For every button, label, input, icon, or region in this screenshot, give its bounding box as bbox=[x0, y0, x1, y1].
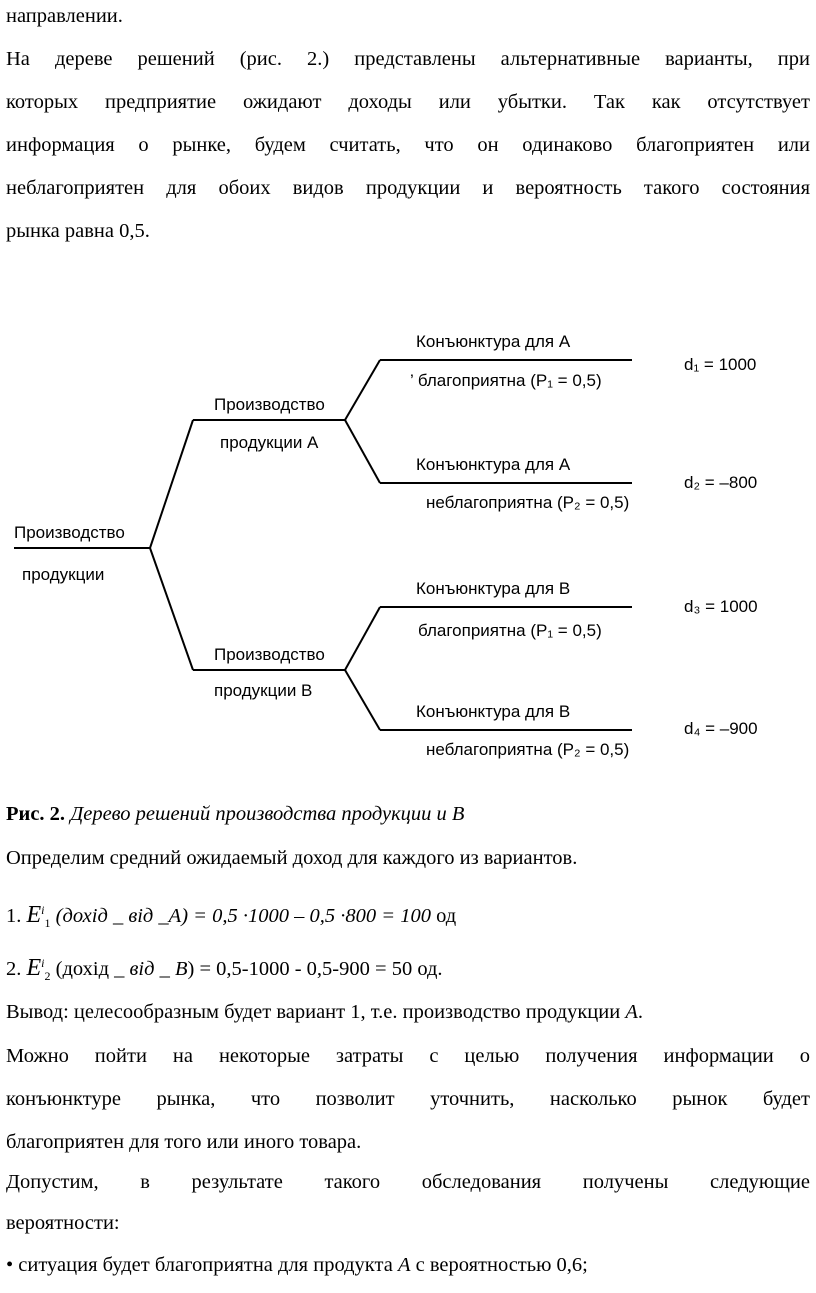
leaf3-label-line2: благоприятна (P₁ = 0,5) bbox=[418, 621, 602, 640]
formula-2-underscore: _ bbox=[159, 957, 170, 980]
text-line-p3-2: вероятности: bbox=[6, 1212, 120, 1234]
outcome-d4: d₄ = –900 bbox=[684, 719, 758, 738]
formula-1 bbox=[6, 898, 456, 935]
formula-2-post: ) = 0,5-1000 - 0,5-900 = 50 од. bbox=[187, 957, 443, 980]
branch-b-leaf3 bbox=[345, 607, 380, 670]
formula-2 bbox=[6, 951, 443, 988]
conclusion-text: Вывод: целесообразным будет вариант 1, т.е. производство продукции bbox=[6, 1001, 621, 1023]
text-line-p2-2: конъюнктуре рынка, что позволит уточнить, насколько рынок будет bbox=[6, 1088, 810, 1110]
branch-a-leaf1 bbox=[345, 360, 380, 420]
root-label-line2: продукции bbox=[22, 565, 105, 584]
outcome-d3: d₃ = 1000 bbox=[684, 597, 758, 616]
text-line-p2-1: Можно пойти на некоторые затраты с целью получения информации о bbox=[6, 1045, 810, 1067]
branch-b-leaf4 bbox=[345, 670, 380, 730]
leaf1-label-line2: ’ благоприятна (P₁ = 0,5) bbox=[410, 371, 602, 390]
bullet-product: А bbox=[397, 1254, 411, 1276]
leaf2-label-line1: Конъюнктура для А bbox=[416, 455, 571, 474]
text-line-0: направлении. bbox=[6, 5, 123, 27]
leaf4-label-line2: неблагоприятна (P₂ = 0,5) bbox=[426, 740, 630, 759]
formula-1-symbol: E bbox=[26, 901, 42, 928]
caption-text: Дерево решений производства продукции и В bbox=[70, 803, 465, 825]
conclusion-line bbox=[6, 1000, 810, 1024]
node-b-label-line1: Производство bbox=[214, 645, 325, 664]
root-label-line1: Производство bbox=[14, 523, 125, 542]
outcome-d1: d₁ = 1000 bbox=[684, 355, 757, 374]
decision-tree-figure bbox=[0, 300, 816, 780]
branch-a-leaf2 bbox=[345, 420, 380, 483]
formula-1-expression: (дохід _ від _А) = 0,5 ·1000 – 0,5 ·800 = 100 bbox=[55, 904, 431, 927]
formula-1-sub: 1 bbox=[44, 915, 51, 930]
formula-2-mid: від bbox=[129, 957, 155, 980]
formula-1-unit: од bbox=[436, 904, 457, 927]
conclusion-product: А bbox=[625, 1001, 638, 1023]
formula-2-pre: (дохід _ bbox=[55, 957, 125, 980]
text-line-3: информация о рынке, будем считать, что он одинаково благоприятен или bbox=[6, 134, 810, 156]
text-line-p2-3: благоприятен для того или иного товара. bbox=[6, 1131, 362, 1153]
outcome-d2: d₂ = –800 bbox=[684, 473, 758, 492]
bullet-item-1 bbox=[6, 1253, 810, 1277]
text-line-1: На дереве решений (рис. 2.) представлены альтернативные варианты, при bbox=[6, 48, 810, 70]
tree-lines bbox=[14, 360, 632, 730]
formula-2-number: 2. bbox=[6, 957, 22, 980]
text-line-5: рынка равна 0,5. bbox=[6, 220, 150, 242]
text-line-4: неблагоприятен для обоих видов продукции и вероятность такого состояния bbox=[6, 177, 810, 199]
figure-caption bbox=[6, 802, 810, 826]
formula-2-b: В bbox=[174, 957, 188, 980]
bullet-text-end: с вероятностью 0,6; bbox=[415, 1254, 588, 1276]
caption-label: Рис. 2. bbox=[6, 803, 66, 825]
text-expected-income: Определим средний ожидаемый доход для каждого из вариантов. bbox=[6, 847, 578, 869]
formula-1-number: 1. bbox=[6, 904, 22, 927]
node-b-label-line2: продукции В bbox=[214, 681, 313, 700]
leaf3-label-line1: Конъюнктура для В bbox=[416, 579, 571, 598]
text-line-p3-1: Допустим, в результате такого обследования получены следующие bbox=[6, 1171, 810, 1193]
bullet-text: • ситуация будет благоприятна для продукта bbox=[6, 1254, 393, 1276]
text-line-2: которых предприятие ожидают доходы или убытки. Так как отсутствует bbox=[6, 91, 810, 113]
leaf4-label-line1: Конъюнктура для В bbox=[416, 702, 571, 721]
formula-1-sup: i bbox=[41, 903, 45, 917]
leaf2-label-line2: неблагоприятна (P₂ = 0,5) bbox=[426, 493, 630, 512]
node-a-label-line2: продукции А bbox=[220, 433, 319, 452]
leaf1-label-line1: Конъюнктура для А bbox=[416, 332, 571, 351]
conclusion-dot: . bbox=[637, 1001, 643, 1023]
branch-root-b bbox=[150, 548, 193, 670]
branch-root-a bbox=[150, 420, 193, 548]
formula-2-sup: i bbox=[41, 956, 45, 970]
node-a-label-line1: Производство bbox=[214, 395, 325, 414]
formula-2-symbol: E bbox=[26, 954, 42, 981]
formula-2-sub: 2 bbox=[44, 968, 51, 983]
